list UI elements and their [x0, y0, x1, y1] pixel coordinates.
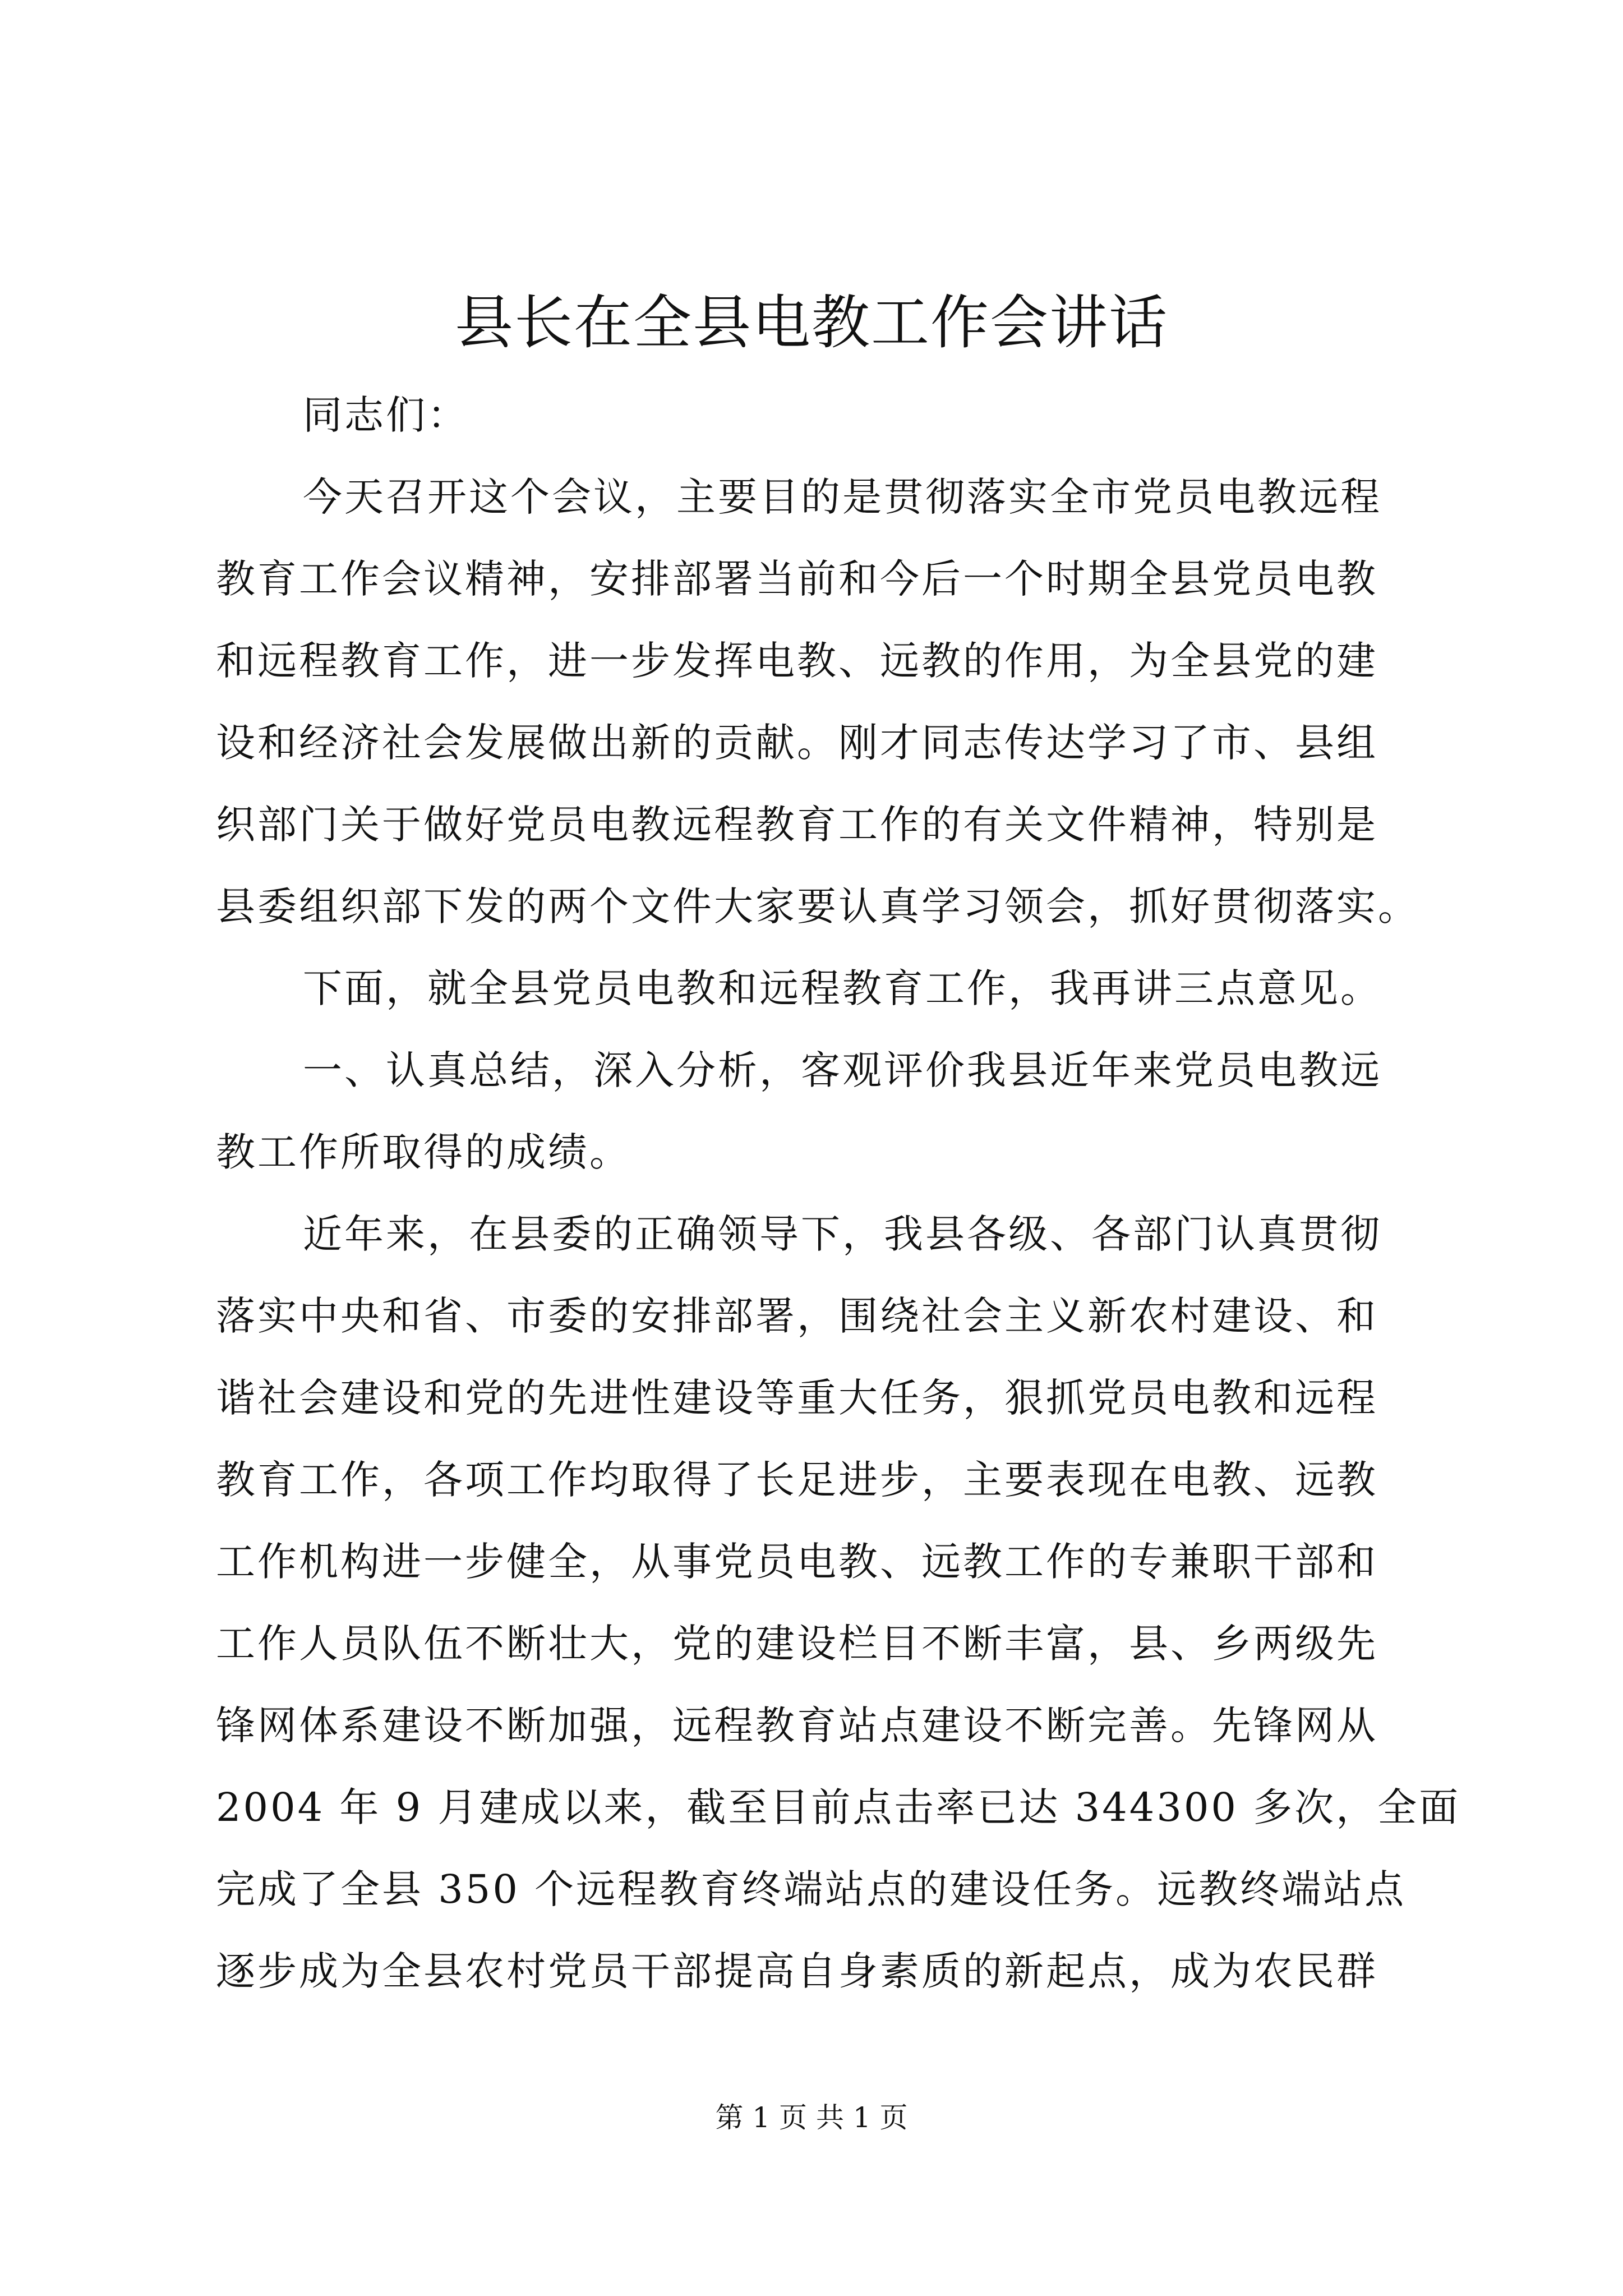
body-line: 同志们：	[303, 392, 469, 438]
body-line: 教工作所取得的成绩。	[216, 1129, 631, 1175]
body-line: 逐步成为全县农村党员干部提高自身素质的新起点，成为农民群	[216, 1948, 1378, 1994]
body-line: 谐社会建设和党的先进性建设等重大任务，狠抓党员电教和远程	[216, 1375, 1378, 1421]
body-line: 教育工作，各项工作均取得了长足进步，主要表现在电教、远教	[216, 1457, 1378, 1503]
body-line: 工作人员队伍不断壮大，党的建设栏目不断丰富，县、乡两级先	[216, 1621, 1378, 1667]
body-line: 今天召开这个会议，主要目的是贯彻落实全市党员电教远程	[303, 474, 1382, 520]
body-line: 教育工作会议精神，安排部署当前和今后一个时期全县党员电教	[216, 556, 1378, 602]
body-line: 锋网体系建设不断加强，远程教育站点建设不断完善。先锋网从	[216, 1703, 1378, 1749]
body-line: 织部门关于做好党员电教远程教育工作的有关文件精神，特别是	[216, 802, 1378, 848]
body-line: 县委组织部下发的两个文件大家要认真学习领会，抓好贯彻落实。	[216, 884, 1419, 930]
body-line: 工作机构进一步健全，从事党员电教、远教工作的专兼职干部和	[216, 1539, 1378, 1585]
body-line: 下面，就全县党员电教和远程教育工作，我再讲三点意见。	[303, 965, 1382, 1011]
body-line: 设和经济社会发展做出新的贡献。刚才同志传达学习了市、县组	[216, 720, 1378, 766]
page-footer: 第 1 页 共 1 页	[715, 2101, 908, 2134]
body-line: 一、认真总结，深入分析，客观评价我县近年来党员电教远	[303, 1047, 1382, 1093]
body-line: 2004 年 9 月建成以来，截至目前点击率已达 344300 多次，全面	[216, 1784, 1461, 1830]
body-line: 落实中央和省、市委的安排部署，围绕社会主义新农村建设、和	[216, 1293, 1378, 1339]
document-title: 县长在全县电教工作会讲话	[454, 288, 1168, 357]
body-line: 和远程教育工作，进一步发挥电教、远教的作用，为全县党的建	[216, 638, 1378, 684]
body-line: 近年来，在县委的正确领导下，我县各级、各部门认真贯彻	[303, 1211, 1382, 1257]
body-line: 完成了全县 350 个远程教育终端站点的建设任务。远教终端站点	[216, 1866, 1407, 1912]
